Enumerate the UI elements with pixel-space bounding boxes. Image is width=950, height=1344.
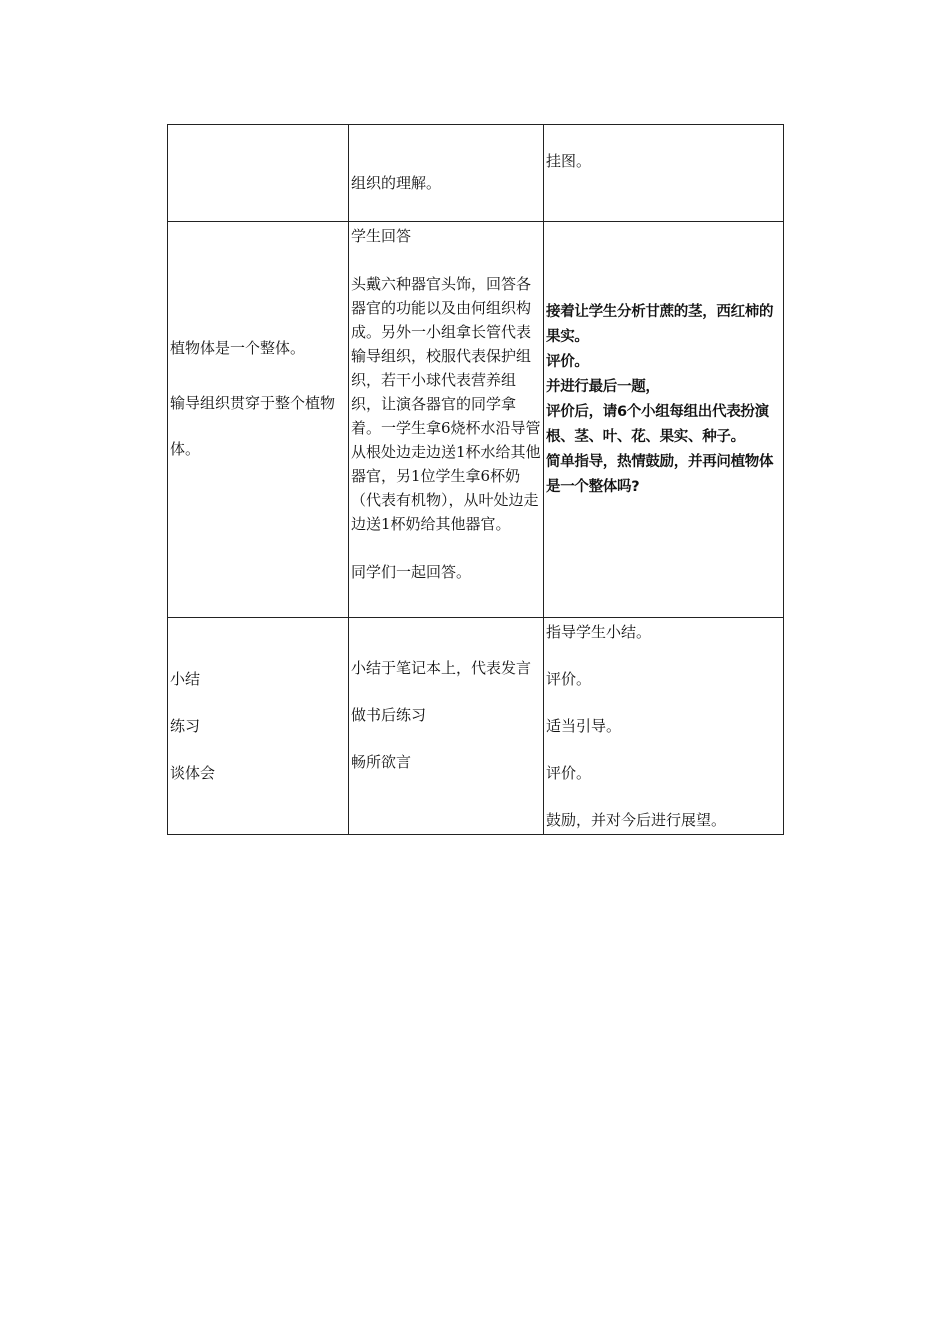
cell-text: 学生回答	[351, 227, 412, 245]
teacher-activity-cell	[544, 125, 784, 222]
cell-text: 练习	[170, 717, 201, 735]
table-row	[168, 125, 784, 222]
cell-text: 输导组织贯穿于整个植物体。	[170, 394, 336, 458]
cell-text: 评价。	[546, 764, 592, 782]
teacher-activity-cell	[544, 222, 784, 618]
content-cell	[168, 222, 349, 618]
cell-text: 畅所欲言	[351, 753, 412, 771]
cell-text: 小结	[170, 670, 201, 688]
student-activity-cell	[349, 222, 544, 618]
cell-text: 简单指导，热情鼓励，并再问植物体是一个整体吗?	[546, 454, 774, 495]
cell-text: 做书后练习	[351, 706, 427, 724]
cell-text: 评价。	[546, 670, 592, 688]
teacher-activity-cell	[544, 618, 784, 835]
cell-text: 评价。	[546, 354, 589, 370]
cell-text: 挂图。	[546, 152, 592, 170]
student-activity-cell	[349, 125, 544, 222]
table-row	[168, 222, 784, 618]
cell-text: 头戴六种器官头饰，回答各器官的功能以及由何组织构成。另外一小组拿长管代表输导组织，校服代表保护组织，若干小球代表营养组织，让演各器官的同学拿着。一学生拿6烧杯水沿导管从根处边走边送1杯水给其他器官，另1位学生拿6杯奶（代表有机物），从叶处边走边送1杯奶给其他器官。	[351, 275, 541, 533]
cell-text: 接着让学生分析甘蔗的茎，西红柿的果实。	[546, 304, 774, 345]
cell-text: 适当引导。	[546, 717, 622, 735]
content-cell	[168, 125, 349, 222]
cell-text: 评价后，请6个小组每组出代表扮演根、茎、叶、花、果实、种子。	[546, 404, 769, 445]
cell-text: 鼓励，并对今后进行展望。	[546, 811, 727, 829]
student-activity-cell	[349, 618, 544, 835]
cell-text: 小结于笔记本上，代表发言	[351, 659, 532, 677]
cell-text: 指导学生小结。	[546, 623, 652, 641]
lesson-plan-table	[167, 124, 784, 835]
cell-text: 谈体会	[170, 764, 216, 782]
content-cell	[168, 618, 349, 835]
cell-text: 植物体是一个整体。	[170, 339, 306, 357]
cell-text: 并进行最后一题，	[546, 379, 660, 395]
cell-text: 组织的理解。	[351, 174, 442, 192]
cell-text: 同学们一起回答。	[351, 563, 472, 581]
table-row	[168, 618, 784, 835]
